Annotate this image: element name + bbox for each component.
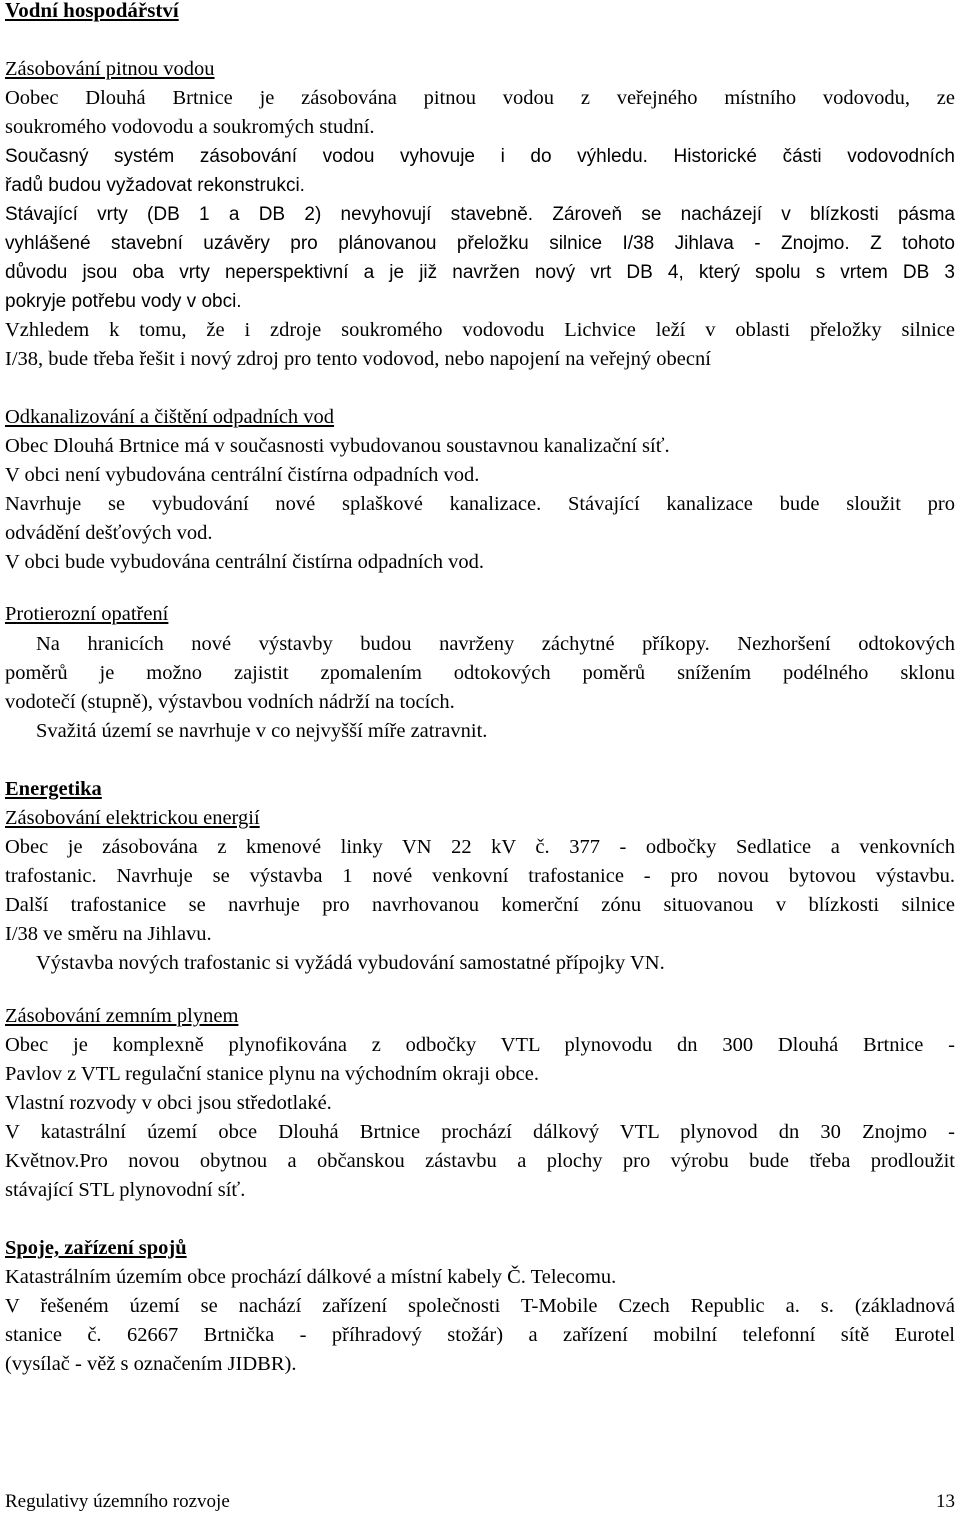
- paragraph-line: Další trafostanice se navrhuje pro navrhovanou komerční zónu situovanou v blízkosti silnice: [5, 894, 955, 916]
- paragraph-line: Oobec Dlouhá Brtnice je zásobována pitnou vodou z veřejného místního vodovodu, ze: [5, 87, 955, 109]
- paragraph-line: důvodu jsou oba vrty neperspektivní a je již navržen nový vrt DB 4, který spolu s vrtem DB 3: [5, 262, 955, 283]
- paragraph-line: Výstavba nových trafostanic si vyžádá vybudování samostatné přípojky VN.: [36, 952, 665, 974]
- paragraph-line: Pavlov z VTL regulační stanice plynu na východním okraji obce.: [5, 1063, 539, 1085]
- paragraph-line: Vzhledem k tomu, že i zdroje soukromého vodovodu Lichvice leží v oblasti přeložky silnice: [5, 319, 955, 341]
- paragraph-line: stávající STL plynovodní síť.: [5, 1179, 246, 1201]
- paragraph-line: (vysílač - věž s označením JIDBR).: [5, 1353, 297, 1375]
- page-title: Vodní hospodářství: [5, 0, 179, 22]
- footer-title: Regulativy územního rozvoje: [5, 1491, 230, 1512]
- paragraph-line: Květnov.Pro novou obytnou a občanskou zástavbu a plochy pro výrobu bude třeba prodloužit: [5, 1150, 955, 1172]
- paragraph-line: vodotečí (stupně), výstavbou vodních nádrží na tocích.: [5, 691, 455, 713]
- paragraph-line: I/38 ve směru na Jihlavu.: [5, 923, 212, 945]
- paragraph-line: Obec je komplexně plynofikována z odbočky VTL plynovodu dn 300 Dlouhá Brtnice -: [5, 1034, 955, 1056]
- paragraph-line: stanice č. 62667 Brtnička - příhradový stožár) a zařízení mobilní telefonní sítě Eurotel: [5, 1324, 955, 1346]
- paragraph-line: řadů budou vyžadovat rekonstrukci.: [5, 175, 305, 196]
- section-heading-sewerage: Odkanalizování a čištění odpadních vod: [5, 406, 335, 428]
- paragraph-line: Navrhuje se vybudování nové splaškové kanalizace. Stávající kanalizace bude sloužit pro: [5, 493, 955, 515]
- paragraph-line: V řešeném území se nachází zařízení společnosti T-Mobile Czech Republic a. s. (základnová: [5, 1295, 955, 1317]
- paragraph-line: trafostanic. Navrhuje se výstavba 1 nové venkovní trafostanice - pro novou bytovou výstavbu.: [5, 865, 955, 887]
- paragraph-line: Současný systém zásobování vodou vyhovuje i do výhledu. Historické části vodovodních: [5, 146, 955, 167]
- paragraph-line: odvádění dešťových vod.: [5, 522, 213, 544]
- paragraph-line: V katastrální území obce Dlouhá Brtnice prochází dálkový VTL plynovod dn 30 Znojmo -: [5, 1121, 955, 1143]
- subsection-heading-electricity: Zásobování elektrickou energií: [5, 807, 260, 829]
- paragraph-line: soukromého vodovodu a soukromých studní.: [5, 116, 375, 138]
- section-heading-erosion: Protierozní opatření: [5, 603, 169, 625]
- paragraph-line: Obec Dlouhá Brtnice má v současnosti vybudovanou soustavnou kanalizační síť.: [5, 435, 670, 457]
- paragraph-line: poměrů je možno zajistit zpomalením odtokových poměrů snížením podélného sklonu: [5, 662, 955, 684]
- paragraph-line: Katastrálním územím obce prochází dálkové a místní kabely Č. Telecomu.: [5, 1266, 617, 1288]
- section-heading-telecom: Spoje, zařízení spojů: [5, 1237, 187, 1259]
- section-heading-water-supply: Zásobování pitnou vodou: [5, 58, 215, 80]
- page-number: 13: [936, 1491, 955, 1512]
- paragraph-line: pokryje potřebu vody v obci.: [5, 291, 242, 312]
- section-heading-gas: Zásobování zemním plynem: [5, 1005, 239, 1027]
- paragraph-line: Svažitá území se navrhuje v co nejvyšší míře zatravnit.: [36, 720, 488, 742]
- paragraph-line: V obci není vybudována centrální čistírna odpadních vod.: [5, 464, 480, 486]
- paragraph-line: vyhlášené stavební uzávěry pro plánovanou přeložku silnice I/38 Jihlava - Znojmo. Z tohoto: [5, 233, 955, 254]
- paragraph-line: Vlastní rozvody v obci jsou středotlaké.: [5, 1092, 332, 1114]
- paragraph-line: Na hranicích nové výstavby budou navrženy záchytné příkopy. Nezhoršení odtokových: [36, 633, 955, 655]
- paragraph-line: I/38, bude třeba řešit i nový zdroj pro tento vodovod, nebo napojení na veřejný obecní: [5, 348, 711, 370]
- paragraph-line: Obec je zásobována z kmenové linky VN 22 kV č. 377 - odbočky Sedlatice a venkovních: [5, 836, 955, 858]
- section-heading-energy: Energetika: [5, 778, 102, 800]
- paragraph-line: V obci bude vybudována centrální čistírna odpadních vod.: [5, 551, 484, 573]
- paragraph-line: Stávající vrty (DB 1 a DB 2) nevyhovují stavebně. Zároveň se nacházejí v blízkosti pásma: [5, 204, 955, 225]
